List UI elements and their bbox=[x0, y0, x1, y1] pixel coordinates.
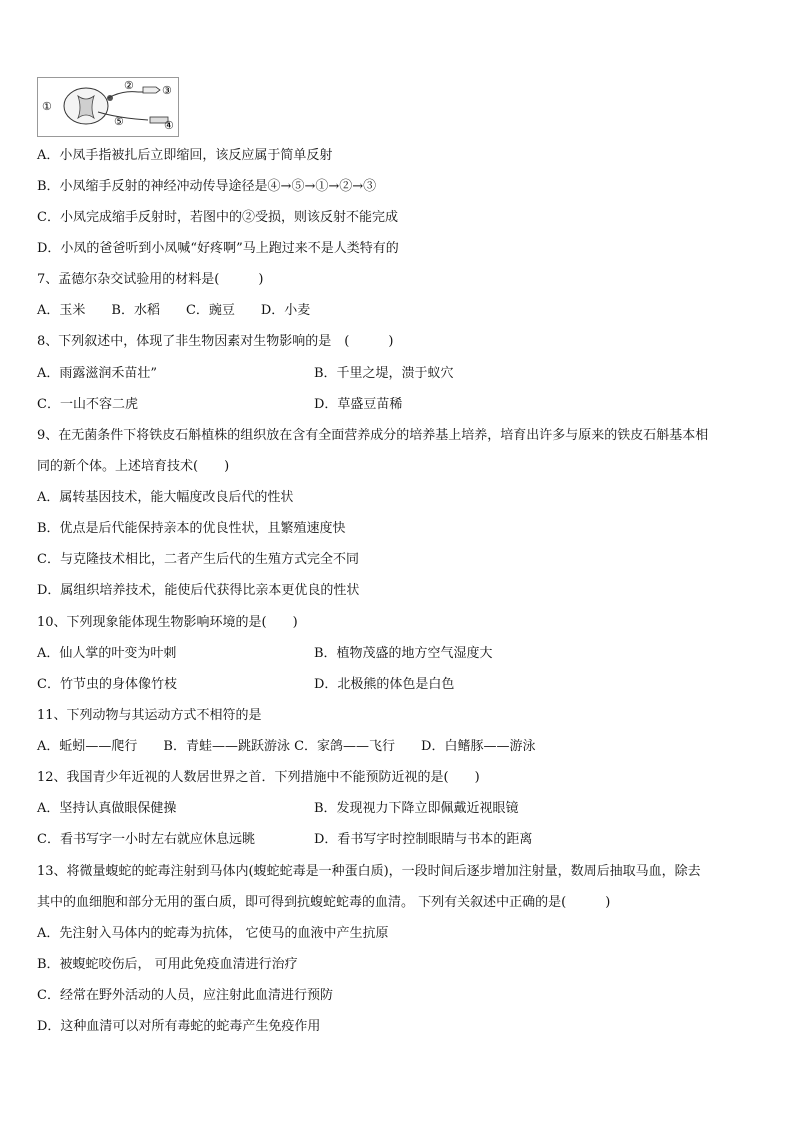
q6-option-a: A．小凤手指被扎后立即缩回，该反应属于简单反射 bbox=[37, 148, 333, 163]
q9-option-c: C．与克隆技术相比，二者产生后代的生殖方式完全不同 bbox=[37, 552, 359, 567]
q11-stem: 11、下列动物与其运动方式不相符的是 bbox=[37, 708, 262, 723]
label-4: ④ bbox=[164, 119, 174, 132]
q7-options: A．玉米 B．水稻 C．豌豆 D．小麦 bbox=[37, 303, 311, 318]
q9-option-d: D．属组织培养技术，能使后代获得比亲本更优良的性状 bbox=[37, 583, 360, 598]
q7-stem: 7、孟德尔杂交试验用的材料是( ) bbox=[37, 272, 264, 287]
q13-option-d: D．这种血清可以对所有毒蛇的蛇毒产生免疫作用 bbox=[37, 1019, 321, 1034]
q13-option-a: A．先注射入马体内的蛇毒为抗体， 它使马的血液中产生抗原 bbox=[37, 926, 389, 941]
label-1: ① bbox=[42, 100, 52, 113]
q10-option-a: A．仙人掌的叶变为叶刺 bbox=[37, 646, 177, 661]
q10-option-b: B．植物茂盛的地方空气湿度大 bbox=[314, 646, 493, 661]
q9-option-b: B．优点是后代能保持亲本的优良性状，且繁殖速度快 bbox=[37, 521, 346, 536]
q10-option-c: C．竹节虫的身体像竹枝 bbox=[37, 677, 177, 692]
q13-option-b: B．被蝮蛇咬伤后， 可用此免疫血清进行治疗 bbox=[37, 957, 298, 972]
q8-options-row1 bbox=[37, 366, 454, 382]
q8-stem: 8、下列叙述中，体现了非生物因素对生物影响的是 ( ) bbox=[37, 334, 394, 349]
q11-options: A．蚯蚓——爬行 B．青蛙——跳跃游泳 C．家鸽——飞行 D．白鳍豚——游泳 bbox=[37, 739, 536, 754]
q12-option-a: A．坚持认真做眼保健操 bbox=[37, 801, 177, 816]
q9-stem-line1: 9、在无菌条件下将铁皮石斛植株的组织放在含有全面营养成分的培养基上培养，培育出许多与原来的铁皮石斛基本相 bbox=[37, 428, 709, 443]
q12-option-c: C．看书写字一小时左右就应休息远眺 bbox=[37, 832, 255, 847]
q6-option-d: D．小凤的爸爸听到小凤喊“好疼啊”马上跑过来不是人类特有的 bbox=[37, 241, 399, 256]
q13-option-c: C．经常在野外活动的人员，应注射此血清进行预防 bbox=[37, 988, 333, 1003]
q9-option-a: A．属转基因技术，能大幅度改良后代的性状 bbox=[37, 490, 294, 505]
q10-stem: 10、下列现象能体现生物影响环境的是( ) bbox=[37, 615, 298, 630]
q12-option-d: D．看书写字时控制眼睛与书本的距离 bbox=[314, 832, 533, 847]
q8-option-a: A．雨露滋润禾苗壮” bbox=[37, 366, 158, 381]
q10-option-d: D．北极熊的体色是白色 bbox=[314, 677, 455, 692]
q10-options-row2 bbox=[37, 677, 455, 693]
reflex-arc-figure bbox=[37, 77, 179, 137]
q9-stem-line2: 同的新个体。上述培育技术( ) bbox=[37, 459, 230, 474]
q8-option-b: B．千里之堤，溃于蚁穴 bbox=[314, 366, 454, 381]
q6-option-c: C．小凤完成缩手反射时，若图中的②受损，则该反射不能完成 bbox=[37, 210, 398, 225]
label-2: ② bbox=[124, 79, 134, 92]
q8-option-c: C．一山不容二虎 bbox=[37, 397, 138, 412]
q8-option-d: D．草盛豆苗稀 bbox=[314, 397, 403, 412]
q12-options-row2 bbox=[37, 832, 533, 848]
reflex-arc-diagram bbox=[38, 78, 178, 136]
q13-stem-line2: 其中的血细胞和部分无用的蛋白质，即可得到抗蝮蛇蛇毒的血清。 下列有关叙述中正确的是( ) bbox=[37, 895, 611, 910]
q12-options-row1 bbox=[37, 801, 519, 817]
q10-options-row1 bbox=[37, 646, 493, 662]
q8-options-row2 bbox=[37, 397, 403, 413]
label-3: ③ bbox=[162, 84, 172, 97]
label-5: ⑤ bbox=[114, 115, 124, 128]
q13-stem-line1: 13、将微量蝮蛇的蛇毒注射到马体内(蝮蛇蛇毒是一种蛋白质)，一段时间后逐步增加注射量，数周后抽取马血，除去 bbox=[37, 864, 701, 879]
q12-stem: 12、我国青少年近视的人数居世界之首．下列措施中不能预防近视的是( ) bbox=[37, 770, 480, 785]
q12-option-b: B．发现视力下降立即佩戴近视眼镜 bbox=[314, 801, 519, 816]
q6-option-b: B．小凤缩手反射的神经冲动传导途径是④→⑤→①→②→③ bbox=[37, 179, 377, 194]
